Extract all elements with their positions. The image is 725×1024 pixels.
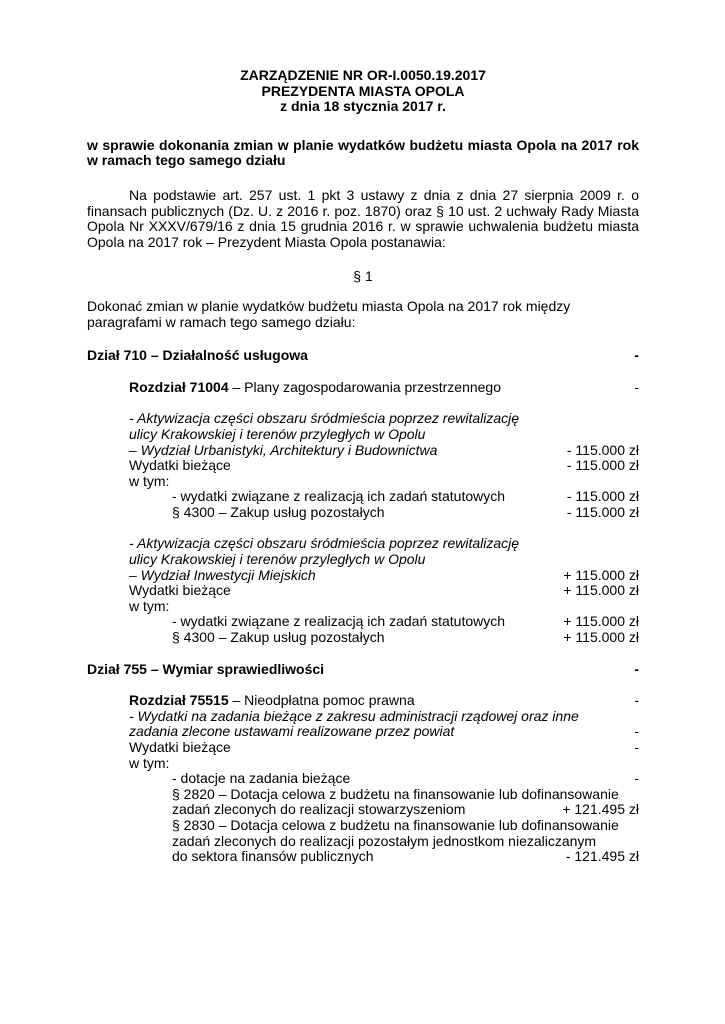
wydatki-label: Wydatki bieżące [129,457,231,474]
dzial-710-header [87,348,639,364]
statutowe-label: - wydatki związane z realizacją ich zadań statutowych [172,613,506,630]
par-4300-row [129,505,639,521]
statutowe-amount: + 115.000 zł [563,613,639,630]
par-2820-block [129,787,639,818]
par-2830-line: § 2830 – Dotacja celowa z budżetu na finansowanie lub dofinansowanie [172,816,619,833]
wydatki-amount: - [634,739,639,755]
wydatki-row [129,458,639,474]
wydatki-label: Wydatki bieżące [129,582,231,599]
w-tym-label: w tym: [129,597,170,614]
dotacje-label: - dotacje na zadania bieżące [172,770,351,787]
wydatki-amount: - 115.000 zł [566,457,639,474]
wydatki-row [129,583,639,599]
par-4300-amount: + 115.000 zł [563,629,639,646]
rozdzial-71004-amount: - [634,378,639,395]
task-line: – Wydział Urbanistyki, Architektury i Budownictwa [129,441,438,458]
dzial-710-amount: - [634,347,639,364]
wydatki-row [129,740,639,756]
par-2830-line: zadań zleconych do realizacji pozostałym jednostkom niezaliczanym [172,832,597,849]
document-subject: w sprawie dokonania zmian w planie wydatków budżetu miasta Opola na 2017 rok w ramach tego samego działu [87,136,639,169]
task-line: zadania zlecone ustawami realizowane przez powiat [129,723,455,740]
rozdzial-71004-name: – Plany zagospodarowania przestrzennego [228,378,502,395]
wydatki-amount: + 115.000 zł [563,582,639,599]
task-row [129,724,639,740]
par-4300-label: § 4300 – Zakup usług pozostałych [172,629,385,646]
par-2820-amount: + 121.495 zł [562,801,639,818]
body-intro: Dokonać zmian w planie wydatków budżetu miasta Opola na 2017 rok między paragrafami w ramach tego samego działu: [87,297,571,330]
par-2830-line: do sektora finansów publicznych [172,848,374,865]
par-4300-label: § 4300 – Zakup usług pozostałych [172,503,385,520]
par-2830-block [129,818,639,865]
par-4300-amount: - 115.000 zł [566,503,639,520]
statutowe-row [129,489,639,505]
task-amount: - 115.000 zł [566,441,639,458]
document-title [87,68,639,115]
wydatki-label: Wydatki bieżące [129,739,231,755]
statutowe-amount: - 115.000 zł [566,488,639,505]
dotacje-amount: - [634,770,639,787]
rozdzial-75515-amount: - [634,692,639,709]
par-2830-amount: - 121.495 zł [565,848,639,865]
par-2820-line: zadań zleconych do realizacji stowarzyszeniom [172,801,466,818]
dzial-755-header [87,662,639,678]
paragraph-mark: § 1 [353,268,373,285]
rozdzial-75515-label: Rozdział 75515 [129,692,229,709]
task-line: ulicy Krakowskiej i terenów przyległych w Opolu [129,425,426,442]
task-row [129,568,639,584]
task-amount: + 115.000 zł [563,566,639,583]
task-line: - Wydatki na zadania bieżące z zakresu administracji rządowej oraz inne [129,707,579,724]
rozdzial-75515-header [129,693,639,709]
task-line: - Aktywizacja części obszaru śródmieścia poprzez rewitalizację [129,410,520,427]
statutowe-row [129,614,639,630]
document-page [87,68,639,865]
rozdzial-75515-block [87,693,639,865]
statutowe-label: - wydatki związane z realizacją ich zadań statutowych [172,488,506,505]
task-block-inwestycje [87,536,639,645]
title-line-number: ZARZĄDZENIE NR OR-I.0050.19.2017 [240,67,486,83]
dzial-755-label: Dział 755 – Wymiar sprawiedliwości [87,660,325,677]
task-amount: - [634,723,639,740]
rozdzial-71004-header [87,380,639,396]
dzial-755-amount: - [634,660,639,677]
task-line: – Wydział Inwestycji Miejskich [129,566,316,583]
par-2830-row [172,849,639,865]
title-line-date: z dnia 18 stycznia 2017 r. [280,98,446,115]
task-line: ulicy Krakowskiej i terenów przyległych w Opolu [129,551,426,568]
par-2820-line: § 2820 – Dotacja celowa z budżetu na finansowanie lub dofinansowanie [172,785,619,802]
w-tym-label: w tym: [129,472,170,489]
task-block-urbanistyka [87,411,639,520]
par-2820-row [172,802,639,818]
task-row [129,443,639,459]
w-tym-label: w tym: [129,754,170,771]
legal-basis: Na podstawie art. 257 ust. 1 pkt 3 ustawy z dnia z dnia 27 sierpnia 2009 r. o finansach publicznych (Dz. U. z 2016 r. poz. 1870) oraz § 10 ust. 2 uchwały Rady Miasta Opola Nr XXXV/679/16 z dnia 15 grudnia 2016 r. w sprawie uchwalenia budżetu miasta Opola na 2017 rok – Prezydent Miasta Opola postanawia: [87,186,639,250]
par-4300-row [129,630,639,646]
rozdzial-75515-name: – Nieodpłatna pomoc prawna [228,692,415,709]
task-line: - Aktywizacja części obszaru śródmieścia poprzez rewitalizację [129,535,520,552]
rozdzial-71004-label: Rozdział 71004 [129,378,229,395]
title-line-issuer: PREZYDENTA MIASTA OPOLA [261,82,465,99]
dzial-710-label: Dział 710 – Działalność usługowa [87,347,308,364]
dotacje-row [129,771,639,787]
